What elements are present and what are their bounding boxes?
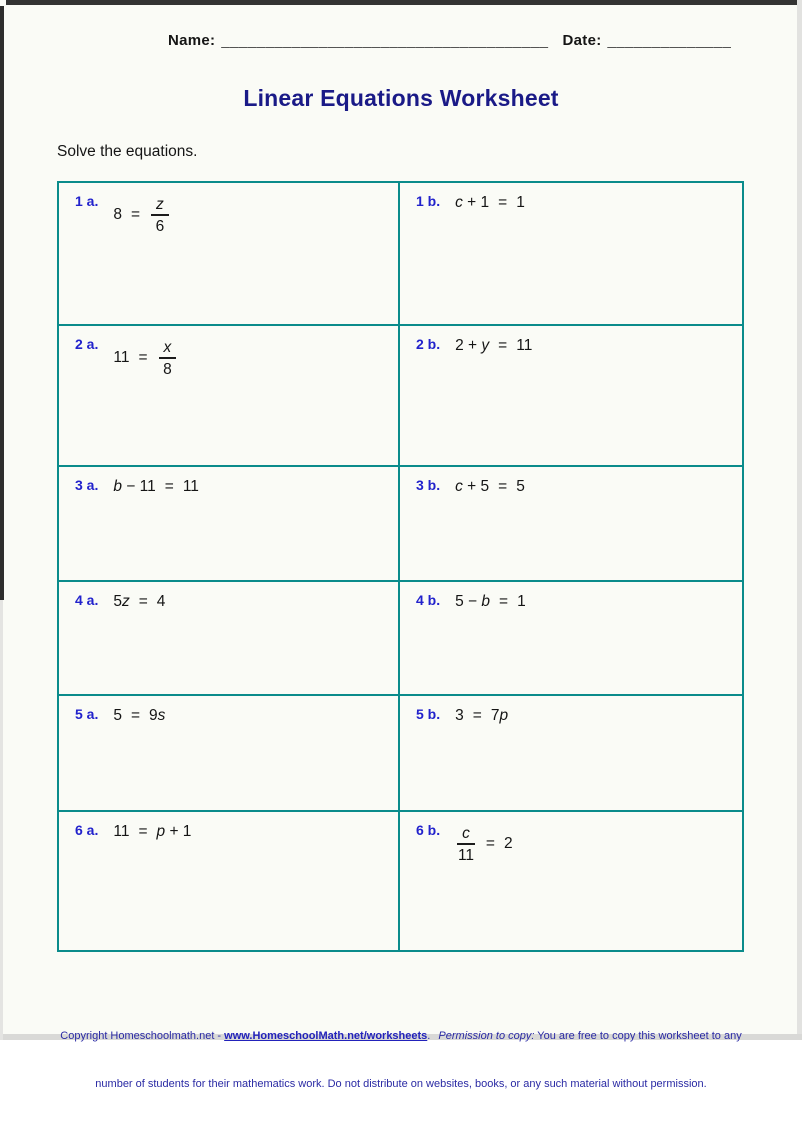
equation-term: 11 (182, 478, 199, 495)
equation-term: 5 (113, 593, 122, 610)
equation-term: 1 (517, 593, 526, 610)
problem-label: 6 a. (75, 822, 99, 838)
variable: c (455, 194, 463, 211)
equation-term: + 5 (462, 478, 490, 495)
equals-sign: = (138, 823, 148, 840)
problem-label: 2 b. (416, 336, 441, 352)
equals-sign: = (130, 707, 141, 724)
problem-cell-3b (400, 467, 742, 582)
equation-term: 4 (156, 593, 166, 610)
equals-sign: = (498, 194, 508, 211)
permission-label: Permission to copy: (438, 1030, 535, 1042)
problem-cell-4b (400, 582, 742, 696)
fraction-denominator: 11 (457, 846, 475, 864)
variable: b (481, 593, 491, 610)
equation (113, 823, 191, 841)
equals-sign: = (485, 835, 495, 853)
equals-sign: = (499, 593, 509, 610)
problem-cell-3a (59, 467, 400, 582)
equation-term: 1 (516, 194, 525, 211)
variable: z (121, 593, 130, 610)
equation (113, 478, 199, 496)
permission-text: You are free to copy this worksheet to any (534, 1030, 742, 1042)
worksheets-link[interactable]: www.HomeschoolMath.net/worksheets (224, 1030, 428, 1042)
equation-term: 5 − (455, 593, 482, 610)
problem-label: 1 b. (416, 193, 441, 209)
equation-term: + 1 (165, 823, 192, 840)
equation (113, 196, 170, 235)
name-label: Name: (168, 32, 216, 49)
equation-term: 9 (149, 707, 158, 724)
equation (455, 825, 512, 864)
equals-sign: = (498, 478, 508, 495)
copyright-text: Copyright Homeschoolmath.net - (60, 1030, 225, 1042)
equation (455, 478, 525, 496)
footer-dot: . (427, 1030, 434, 1042)
problem-cell-2a (59, 326, 400, 467)
equation-term: 2 (503, 835, 513, 853)
fraction-numerator: x (163, 339, 172, 356)
problem-cell-5a (59, 696, 400, 812)
equation-term: 5 (113, 707, 122, 724)
variable: c (455, 478, 463, 495)
instruction-text: Solve the equations. (57, 143, 198, 160)
equation-term: 11 (113, 349, 130, 367)
problem-label: 4 b. (416, 592, 441, 608)
fraction-numerator: z (156, 196, 164, 213)
variable: b (113, 478, 122, 495)
problem-cell-6b (400, 812, 742, 950)
problem-label: 2 a. (75, 336, 99, 352)
variable: y (481, 337, 490, 354)
equation-term: + 1 (462, 194, 490, 211)
problem-label: 3 a. (75, 477, 99, 493)
page-title: Linear Equations Worksheet (243, 85, 559, 111)
problem-cell-5b (400, 696, 742, 812)
fraction (157, 339, 179, 378)
equals-sign: = (164, 478, 174, 495)
equation-term: 11 (516, 337, 533, 354)
equals-sign: = (138, 349, 148, 367)
equation-term: 3 (455, 707, 464, 724)
equation (455, 337, 532, 355)
date-label: Date: (562, 32, 602, 49)
equation-term: 8 (113, 206, 122, 224)
footer-line-2: number of students for their mathematics work. Do not distribute on websites, books, or any such material without permission. (95, 1078, 707, 1090)
equation (113, 339, 178, 378)
problem-cell-4a (59, 582, 400, 696)
problem-cell-2b (400, 326, 742, 467)
problem-cell-1b (400, 183, 742, 326)
equation (113, 593, 165, 611)
scan-edge-top (6, 0, 802, 5)
problem-label: 5 a. (75, 706, 99, 722)
variable: p (156, 823, 166, 840)
equation-term: 11 (113, 823, 130, 840)
footer-line-1 (0, 1028, 802, 1044)
equation-term: − 11 (121, 478, 156, 495)
date-blank-line: ______________ (607, 32, 732, 49)
equation (113, 707, 165, 725)
name-blank-line: _____________________________________ (221, 32, 549, 49)
fraction-numerator: c (462, 825, 470, 842)
name-date-row (168, 32, 731, 49)
problems-table (57, 181, 744, 952)
problem-cell-1a (59, 183, 400, 326)
scan-edge-right (797, 0, 802, 1040)
equals-sign: = (498, 337, 508, 354)
problem-label: 4 a. (75, 592, 99, 608)
variable: s (157, 707, 166, 724)
equals-sign: = (130, 206, 141, 224)
equation-term: 7 (490, 707, 500, 724)
equation-term: 5 (516, 478, 525, 495)
problem-label: 5 b. (416, 706, 441, 722)
variable: p (499, 707, 509, 724)
equation (455, 593, 526, 611)
fraction (455, 825, 477, 864)
problem-label: 3 b. (416, 477, 441, 493)
problem-label: 1 a. (75, 193, 99, 209)
copyright-footer (0, 996, 802, 1124)
equals-sign: = (472, 707, 482, 724)
equation-term: 2 + (455, 337, 482, 354)
equation (455, 194, 525, 212)
equals-sign: = (138, 593, 148, 610)
fraction-denominator: 6 (155, 217, 165, 235)
fraction-denominator: 8 (163, 360, 172, 378)
equation (455, 707, 508, 725)
problem-label: 6 b. (416, 822, 441, 838)
fraction (149, 196, 171, 235)
problem-cell-6a (59, 812, 400, 950)
scan-edge-left-light (0, 600, 3, 1040)
